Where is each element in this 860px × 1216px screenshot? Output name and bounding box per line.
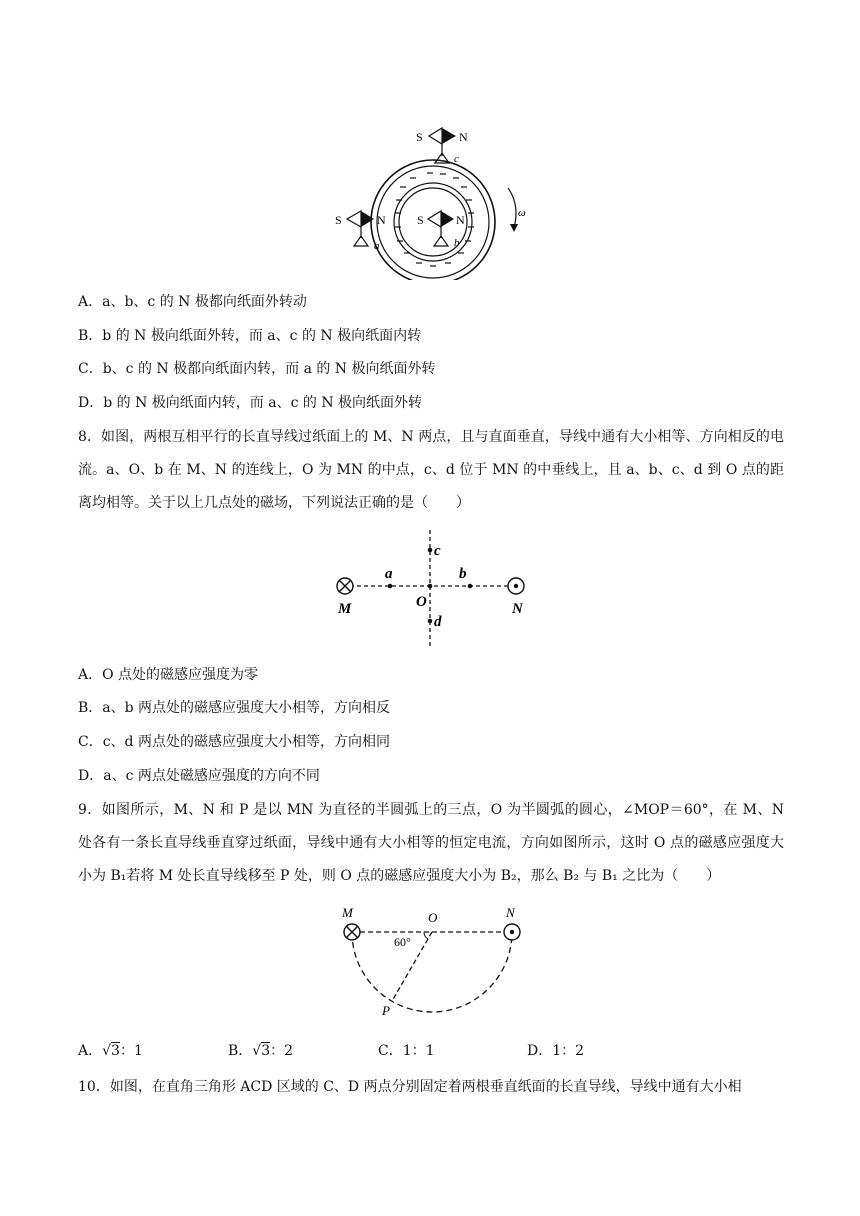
q8-figure <box>330 530 540 652</box>
compass-a-icon <box>347 211 374 246</box>
q8-label-c: c <box>434 543 441 559</box>
q9-option-b-root: 3 <box>261 1043 271 1059</box>
compass-a-label: a <box>374 240 380 252</box>
q8-option-a: A．O 点处的磁感应强度为零 <box>78 667 259 683</box>
q9-angle-label: 60° <box>394 935 411 949</box>
compass-b-label: b <box>454 237 460 249</box>
compass-b-icon <box>428 211 454 246</box>
q8-option-b: B．a、b 两点处的磁感应强度大小相等，方向相反 <box>78 700 391 716</box>
q8-label-b: b <box>459 566 467 582</box>
q9-option-c: C．1：1 <box>378 1043 435 1059</box>
compass-b-n-label: N <box>456 213 465 227</box>
q9-option-a-suffix: ：1 <box>119 1043 143 1059</box>
compass-c-s-label: S <box>416 130 423 144</box>
q8-label-a: a <box>385 566 393 582</box>
q9-option-b-suffix: ：2 <box>270 1043 294 1059</box>
sqrt-icon: √ <box>252 1043 262 1059</box>
q9-label-p: P <box>382 1003 390 1018</box>
q8-option-c: C．c、d 两点处的磁感应强度大小相等，方向相同 <box>78 734 390 750</box>
compass-c-label: c <box>454 153 459 165</box>
q7-option-d: D．b 的 N 极向纸面内转，而 a、c 的 N 极向纸面外转 <box>78 395 423 411</box>
q9-label-n: N <box>506 905 515 920</box>
compass-a-s-label: S <box>335 213 342 227</box>
q7-option-b: B．b 的 N 极向纸面外转，而 a、c 的 N 极向纸面内转 <box>78 328 422 344</box>
q9-stem: 9．如图所示，M、N 和 P 是以 MN 为直径的半圆弧上的三点，O 为半圆弧的圆心，∠MOP＝60°，在 M、N 处各有一条长直导线垂直穿过纸面，导线中通有大小相等的恒定电流，方向如图所示，这时 O 点的磁感应强度大小为 B₁若将 M 处长直导线移至 P 处，则 O 点的磁感应强度大小为 B₂，那么 B₂ 与 B₁ 之比为（ ） <box>78 802 784 884</box>
q8-label-d: d <box>434 614 442 630</box>
compass-c-icon <box>429 128 456 163</box>
q7-option-a: A．a、b、c 的 N 极都向纸面外转动 <box>78 294 307 310</box>
q10-stem: 10．如图，在直角三角形 ACD 区域的 C、D 两点分别固定着两根垂直纸面的长直导线，导线中通有大小相 <box>78 1079 742 1095</box>
q8-stem: 8．如图，两根互相平行的长直导线过纸面上的 M、N 两点，且与直面垂直，导线中通有大小相等、方向相反的电流。a、O、b 在 M、N 的连线上，O 为 MN 的中点，c、d 位于 MN 的中垂线上，且 a、b、c、d 到 O 点的距离均相等。关于以上几点处的磁场，下列说法正确的是（ ） <box>78 429 784 511</box>
current-out-of-page-icon <box>504 924 520 940</box>
q8-label-n: N <box>512 601 523 617</box>
omega-label: ω <box>518 207 526 219</box>
q9-option-a-prefix: A． <box>78 1043 103 1059</box>
q8-option-d: D．a、c 两点处磁感应强度的方向不同 <box>78 768 320 784</box>
compass-b-s-label: S <box>417 213 424 227</box>
q9-option-b-prefix: B． <box>228 1043 253 1059</box>
q9-label-m: M <box>342 905 353 920</box>
current-into-page-icon <box>344 924 360 940</box>
q9-option-a <box>78 1041 143 1061</box>
q8-label-o: O <box>416 594 427 610</box>
q9-option-d: D．1：2 <box>527 1043 585 1059</box>
q9-label-o: O <box>428 910 438 925</box>
q7-figure <box>330 120 540 280</box>
compass-a-n-label: N <box>377 213 386 227</box>
current-out-of-page-icon <box>508 578 524 594</box>
current-into-page-icon <box>337 578 353 594</box>
q9-option-a-root: 3 <box>111 1043 120 1059</box>
q9-option-b <box>228 1041 293 1061</box>
q7-option-c: C．b、c 的 N 极都向纸面内转，而 a 的 N 极向纸面外转 <box>78 361 436 377</box>
q8-label-m: M <box>338 601 352 617</box>
sqrt-icon: √ <box>102 1043 112 1059</box>
q9-figure <box>330 902 530 1020</box>
compass-c-n-label: N <box>459 130 468 144</box>
